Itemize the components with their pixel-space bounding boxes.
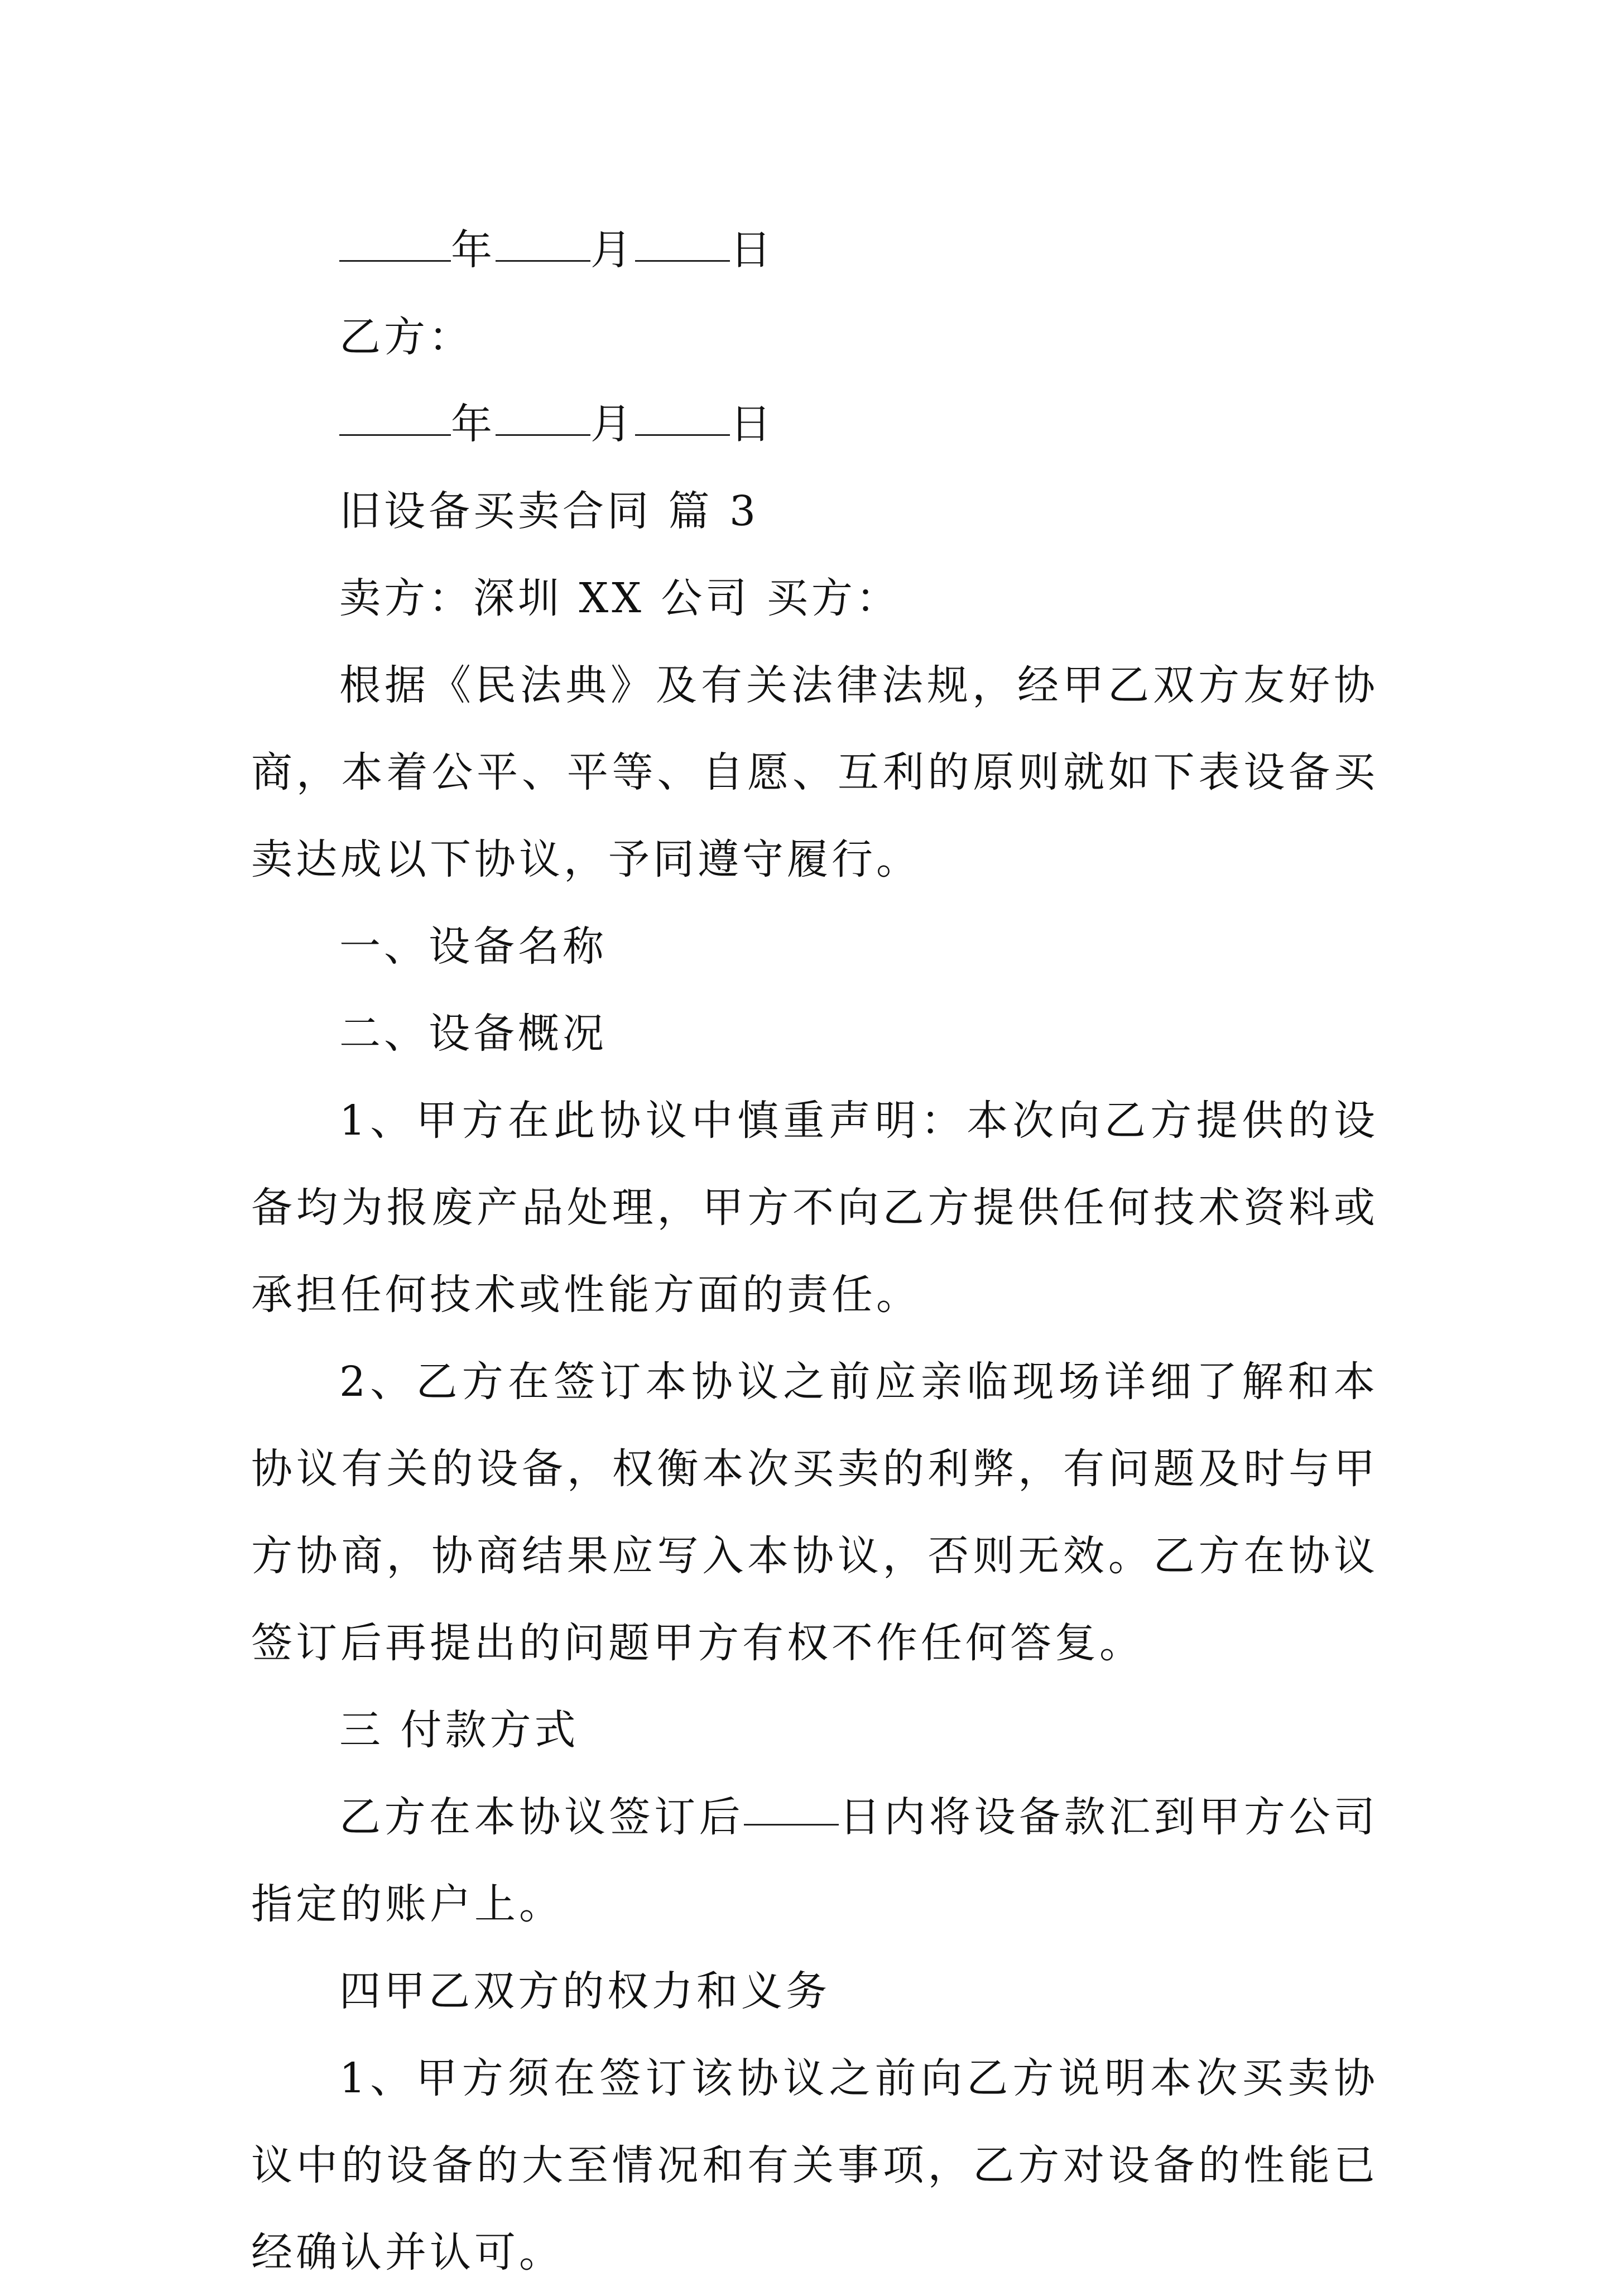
section-4-heading: 四甲乙双方的权力和义务 (339, 1967, 830, 2015)
date-line-2 (251, 381, 1378, 468)
day-blank (635, 402, 730, 436)
year-label: 年 (451, 400, 496, 448)
section-1-heading: 一、设备名称 (339, 923, 607, 971)
month-label: 月 (590, 400, 635, 448)
year-blank (339, 228, 451, 262)
contract-title: 旧设备买卖合同 篇 3 (339, 487, 760, 535)
year-label: 年 (451, 226, 496, 274)
intro-paragraph: 根据《民法典》及有关法律法规，经甲乙双方友好协商，本着公平、平等、自愿、互利的原则就如下表设备买卖达成以下协议，予同遵守履行。 (251, 661, 1378, 883)
day-blank (635, 228, 730, 262)
section-2-heading: 二、设备概况 (339, 1010, 607, 1058)
month-blank (496, 402, 590, 436)
section-2-item-2: 2、乙方在签订本协议之前应亲临现场详细了解和本协议有关的设备，权衡本次买卖的利弊，有问题及时与甲方协商，协商结果应写入本协议，否则无效。乙方在协议签订后再提出的问题甲方有权不作任何答复。 (251, 1358, 1378, 1667)
date-line-1 (251, 206, 1378, 294)
day-label: 日 (730, 400, 775, 448)
section-2-item-1: 1、甲方在此协议中慎重声明：本次向乙方提供的设备均为报废产品处理，甲方不向乙方提供任何技术资料或承担任何技术或性能方面的责任。 (251, 1097, 1378, 1319)
month-blank (496, 228, 590, 262)
section-3-heading: 三 付款方式 (339, 1706, 579, 1754)
section-3-text-after: 日内将设备款汇到甲方公司指定的账户上。 (251, 1793, 1379, 1928)
section-4-item-1: 1、甲方须在签订该协议之前向乙方说明本次买卖协议中的设备的大至情况和有关事项，乙方对设备的性能已经确认并认可。 (251, 2054, 1378, 2276)
section-3-text-before: 乙方在本协议签订后 (339, 1793, 744, 1841)
year-blank (339, 402, 451, 436)
day-label: 日 (730, 226, 775, 274)
party-b-label: 乙方： (339, 313, 473, 361)
parties-line: 卖方：深圳 XX 公司 买方： (339, 574, 901, 622)
month-label: 月 (590, 226, 635, 274)
document-page (251, 206, 1378, 2296)
days-blank (744, 1791, 839, 1826)
section-3-text (251, 1774, 1378, 1948)
